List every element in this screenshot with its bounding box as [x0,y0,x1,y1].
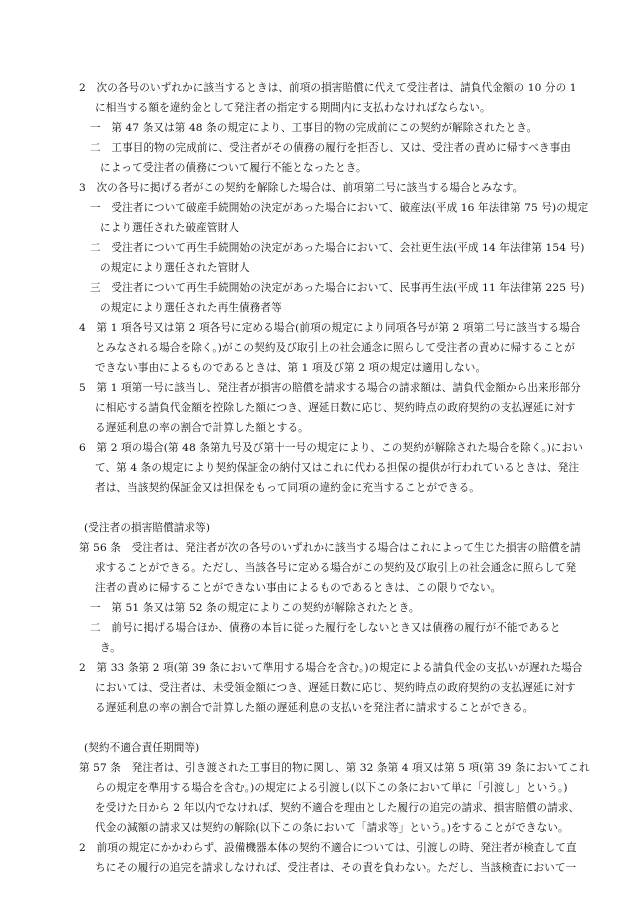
text-line: 二 受注者について再生手続開始の決定があった場合において、会社更生法(平成 14 年法律第 154 号) [90,242,585,254]
section-heading: (契約不適合責任期間等) [84,742,200,754]
text-line: 求することができる。ただし、当該各号に定める場合がこの契約及び取引上の社会通念に照らして発 [95,562,577,574]
text-line: 注者の責めに帰することができない事由によるものであるときは、この限りでない。 [95,582,502,594]
text-line: の規定により選任された管財人 [100,262,250,274]
text-line: 一 第 51 条又は第 52 条の規定によりこの契約が解除されたとき。 [90,602,420,614]
text-line: に相応する請負代金額を控除した額につき、遅延日数に応じ、契約時点の政府契約の支払遅延に対す [95,402,576,414]
text-line: て、第 4 条の規定により契約保証金の納付又はこれに代わる担保の提供が行われているときは、発注 [95,462,580,474]
text-line: 2 次の各号のいずれかに該当するときは、前項の損害賠償に代えて受注者は、請負代金額の 10 分の 1 [79,82,577,94]
text-line: においては、受注者は、未受領金額につき、遅延日数に応じ、契約時点の政府契約の支払遅延に対す [95,682,576,694]
text-line: き。 [100,642,121,654]
text-line: る遅延利息の率の割合で計算した額とする。 [95,422,309,434]
text-line: らの規定を準用する場合を含む。)の規定による引渡し(以下この条において単に「引渡し」という。) [95,782,568,794]
text-line: ちにその履行の追完を請求しなければ、受注者は、その責を負わない。ただし、当該検査において一 [95,862,577,874]
text-line: 2 前項の規定にかかわらず、設備機器本体の契約不適合については、引渡しの時、発注者が検査して直 [79,842,577,854]
text-line: に相当する額を違約金として発注者の指定する期間内に支払わなければならない。 [95,102,491,114]
text-line: とみなされる場合を除く。)がこの契約及び取引上の社会通念に照らして受注者の責めに帰することが [95,342,575,354]
text-line: 三 受注者について再生手続開始の決定があった場合において、民事再生法(平成 11 年法律第 225 号) [90,282,585,294]
text-line: 3 次の各号に掲げる者がこの契約を解除した場合は、前項第二号に該当する場合とみなす。 [79,182,524,194]
text-line: 者は、当該契約保証金又は担保をもって同項の違約金に充当することができる。 [95,482,480,494]
text-line: 二 前号に掲げる場合ほか、債務の本旨に従った履行をしないとき又は債務の履行が不能であると [90,622,561,634]
text-line: の規定により選任された再生債務者等 [100,302,282,314]
text-line: 4 第 1 項各号又は第 2 項各号に定める場合(前項の規定により同項各号が第 2 項第二号に該当する場合 [79,322,581,334]
text-line: できない事由によるものであるときは、第 1 項及び第 2 項の規定は適用しない。 [95,362,487,374]
text-line: により選任された破産管財人 [100,222,240,234]
text-line: 5 第 1 項第一号に該当し、発注者が損害の賠償を請求する場合の請求額は、請負代金額から出来形部分 [79,382,581,394]
text-line: 一 受注者について破産手続開始の決定があった場合において、破産法(平成 16 年法律第 75 号)の規定 [90,202,589,214]
text-line: によって受注者の債務について履行不能となったとき。 [100,162,367,174]
text-line: 第 56 条 受注者は、発注者が次の各号のいずれかに該当する場合はこれによって生じた損害の賠償を請 [79,542,581,554]
text-line: 代金の減額の請求又は契約の解除(以下この条において「請求等」という。)をすることができない。 [95,822,569,834]
text-line: 2 第 33 条第 2 項(第 39 条において準用する場合を含む。)の規定による請負代金の支払いが遅れた場合 [79,662,583,674]
text-line: 第 57 条 発注者は、引き渡された工事目的物に関し、第 32 条第 4 項又は第 5 項(第 39 条においてこれ [79,762,590,774]
section-heading: (受注者の損害賠償請求等) [84,522,211,534]
text-line: る遅延利息の率の割合で計算した額の遅延利息の支払いを発注者に請求することができる。 [95,702,534,714]
text-line: 一 第 47 条又は第 48 条の規定により、工事目的物の完成前にこの契約が解除されたとき。 [90,122,538,134]
text-line: 6 第 2 項の場合(第 48 条第九号及び第十一号の規定により、この契約が解除された場合を除く。)におい [79,442,584,454]
text-line: 二 工事目的物の完成前に、受注者がその債務の履行を拒否し、又は、受注者の責めに帰すべき事由 [90,142,572,154]
text-line: を受けた日から 2 年以内でなければ、契約不適合を理由とした履行の追完の請求、損害賠償の請求、 [95,802,580,814]
